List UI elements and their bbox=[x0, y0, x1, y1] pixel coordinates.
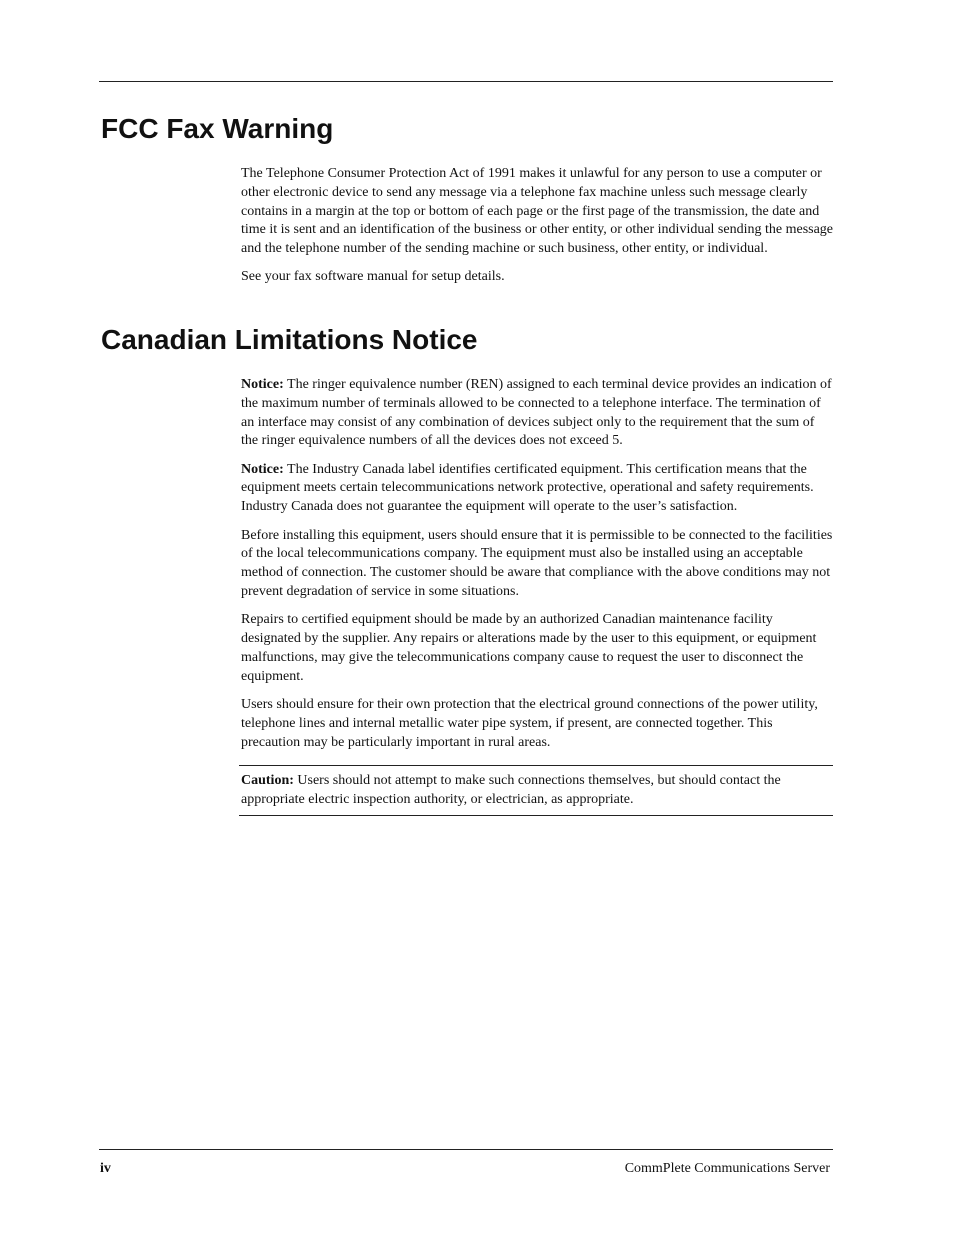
footer-document-title: CommPlete Communications Server bbox=[624, 1161, 830, 1176]
footer-rule bbox=[99, 1149, 833, 1150]
fcc-body bbox=[241, 165, 834, 297]
canadian-paragraph: Repairs to certified equipment should be made by an authorized Canadian maintenance facility designated by the supplier. Any repairs or alterations made by the user to this equipment, or equipment malfunctions, may give the telecommunications company cause to request the user to disconnect the equipment. bbox=[241, 612, 817, 684]
caution-text: Users should not attempt to make such connections themselves, but should contact the appropriate electric inspection authority, or electrician, as appropriate. bbox=[241, 773, 781, 807]
notice-text: The ringer equivalence number (REN) assigned to each terminal device provides an indication of the maximum number of terminals allowed to be connected to a telephone interface. The termination of an interface may consist of any combination of devices subject only to the requirement that the sum of the ringer equivalence numbers of all the devices does not exceed 5. bbox=[241, 377, 832, 449]
caution-label: Caution: bbox=[241, 773, 294, 788]
notice-label: Notice: bbox=[241, 461, 284, 477]
notice-label: Notice: bbox=[241, 377, 284, 392]
notice-paragraph bbox=[241, 376, 834, 451]
canadian-paragraph: Users should ensure for their own protection that the electrical ground connections of the power utility, telephone lines and internal metallic water pipe system, if present, are connected together. This precaution may be particularly important in rural areas. bbox=[241, 696, 818, 750]
canadian-limitations-heading: Canadian Limitations Notice bbox=[101, 324, 478, 355]
header-rule bbox=[99, 81, 833, 82]
canadian-body bbox=[241, 376, 834, 762]
canadian-paragraph: Before installing this equipment, users should ensure that it is permissible to be connected to the facilities of the local telecommunications company. The equipment must also be installed using an acceptable method of connection. The customer should be aware that compliance with the above conditions may not prevent degradation of service in some situations. bbox=[241, 527, 833, 599]
caution-box bbox=[239, 765, 833, 816]
fcc-paragraph: See your fax software manual for setup details. bbox=[241, 269, 505, 285]
notice-text: The Industry Canada label identifies certificated equipment. This certification means that the equipment meets certain telecommunications network protective, operational and safety requirements. Industry Canada does not guarantee the equipment will operate to the user’s satisfaction. bbox=[241, 461, 814, 515]
fcc-paragraph: The Telephone Consumer Protection Act of 1991 makes it unlawful for any person to use a computer or other electronic device to send any message via a telephone fax machine unless such message clearly contains in a margin at the top or bottom of each page or the first page of the transmission, the date and time it is sent and an identification of the business or other entity, or other individual sending the message and the telephone number of the sending machine or such business, other entity, or individual. bbox=[241, 166, 834, 257]
fcc-fax-warning-heading: FCC Fax Warning bbox=[101, 113, 334, 144]
notice-paragraph bbox=[241, 461, 834, 517]
footer-page-number: iv bbox=[100, 1161, 111, 1176]
